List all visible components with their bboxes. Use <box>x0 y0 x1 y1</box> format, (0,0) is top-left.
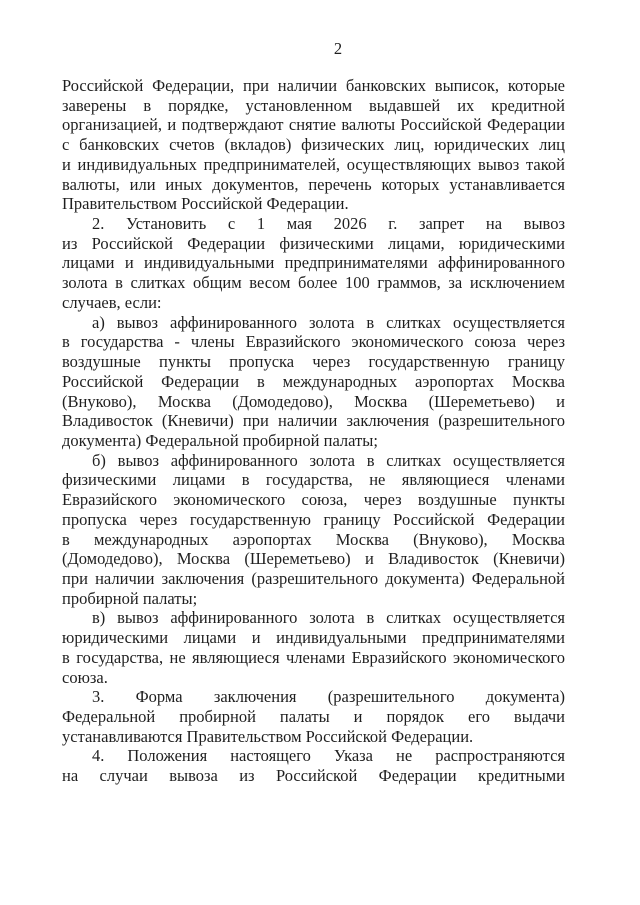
text-line: при наличии заключения (разрешительного документа) Федеральной <box>62 568 565 588</box>
text-line: организацией, и подтверждают снятие валюты Российской Федерации <box>62 115 565 135</box>
text-line: 2. Установить с 1 мая 2026 г. запрет на вывоз <box>92 214 565 234</box>
text-line: на случаи вывоза из Российской Федерации кредитными <box>62 766 565 786</box>
text-line: Правительством Российской Федерации. <box>62 194 349 214</box>
text-line: пропуска через государственную границу Российской Федерации <box>62 509 565 529</box>
text-line: в) вывоз аффинированного золота в слитках осуществляется <box>92 608 565 628</box>
text-line: а) вывоз аффинированного золота в слитках осуществляется <box>92 312 565 332</box>
page-number: 2 <box>333 39 343 58</box>
text-line: союза. <box>62 667 108 687</box>
text-line: из Российской Федерации физическими лицами, юридическими <box>62 233 565 253</box>
text-block <box>62 76 565 786</box>
text-line: валюты, или иных документов, перечень которых устанавливается <box>62 174 565 194</box>
text-line: юридическими лицами и индивидуальными предпринимателями <box>62 628 565 648</box>
text-line: Федеральной пробирной палаты и порядок его выдачи <box>62 707 565 726</box>
text-line: устанавливаются Правительством Российской Федерации. <box>62 726 474 746</box>
text-line: золота в слитках общим весом более 100 граммов, за исключением <box>62 273 565 293</box>
text-line: Евразийского экономического союза, через воздушные пункты <box>62 490 565 510</box>
text-line: в государства, не являющиеся членами Евразийского экономического <box>62 647 565 667</box>
text-line: воздушные пункты пропуска через государственную границу <box>62 352 565 372</box>
text-line: б) вывоз аффинированного золота в слитках осуществляется <box>92 450 565 470</box>
text-line: в государства - члены Евразийского экономического союза через <box>62 332 565 352</box>
text-line: случаев, если: <box>62 292 162 312</box>
text-line: и индивидуальных предпринимателей, осуществляющих вывоз такой <box>62 154 565 174</box>
text-line: в международных аэропортах Москва (Внуково), Москва <box>62 529 565 549</box>
text-line: 3. Форма заключения (разрешительного документа) <box>92 687 565 707</box>
text-line: Российской Федерации, при наличии банковских выписок, которые <box>62 76 565 95</box>
text-line: (Домодедово), Москва (Шереметьево) и Владивосток (Кневичи) <box>62 549 565 569</box>
text-line: Владивосток (Кневичи) при наличии заключения (разрешительного <box>62 411 565 431</box>
text-line: пробирной палаты; <box>62 588 198 608</box>
text-line: лицами и индивидуальными предпринимателями аффинированного <box>62 253 565 273</box>
text-line: физическими лицами в государства, не являющиеся членами <box>62 470 565 490</box>
text-line: 4. Положения настоящего Указа не распространяются <box>92 746 565 766</box>
text-line: (Внуково), Москва (Домодедово), Москва (Шереметьево) и <box>62 391 565 411</box>
text-line: с банковских счетов (вкладов) физических лиц, юридических лиц <box>62 135 565 155</box>
text-line: документа) Федеральной пробирной палаты; <box>62 430 378 450</box>
text-line: заверены в порядке, установленном выдавшей их кредитной <box>62 95 565 115</box>
text-line: Российской Федерации в международных аэропортах Москва <box>62 371 565 391</box>
